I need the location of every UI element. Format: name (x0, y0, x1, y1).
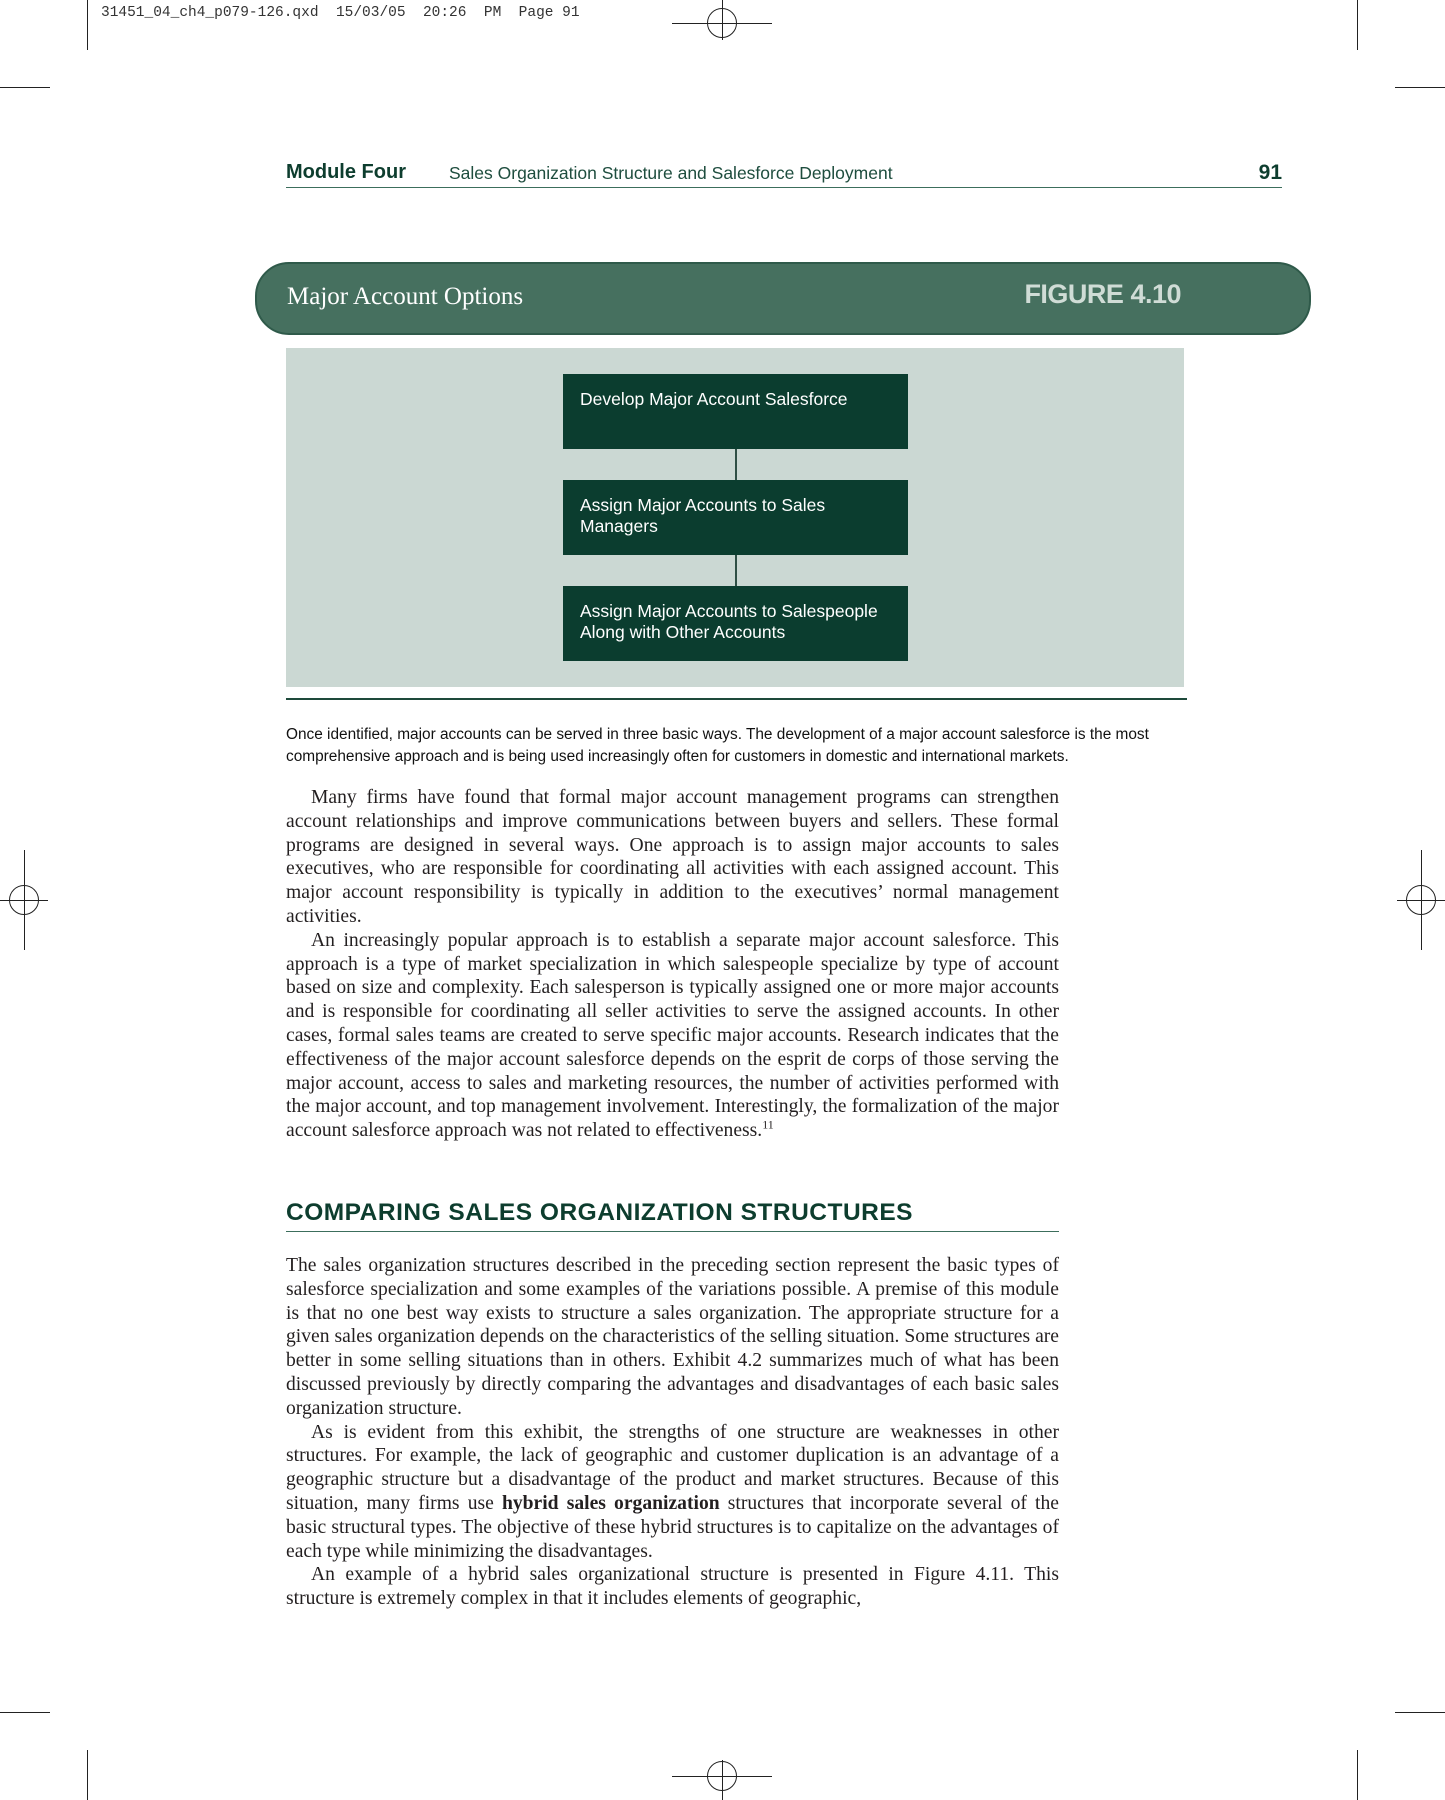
figure-banner (255, 262, 1311, 335)
diagram-box-3: Assign Major Accounts to Salespeople Along with Other Accounts (563, 586, 908, 661)
running-header (286, 160, 1282, 188)
diagram-box-2: Assign Major Accounts to Sales Managers (563, 480, 908, 555)
footnote-ref: 11 (762, 1117, 774, 1132)
figure-diagram (286, 348, 1184, 687)
page-number: 91 (1258, 161, 1282, 184)
paragraph: Many firms have found that formal major account management programs can strengthen account relationships and improve communications between buyers and sellers. These formal programs are designed in several ways. One approach is to assign major accounts to sales executives, who are responsible for coordinating all activities with each assigned account. This major account responsibility is typically in addition to the executives’ normal management activities. (286, 787, 1059, 927)
paragraph (286, 1421, 1059, 1564)
paragraph: The sales organization structures described in the preceding section represent the basic types of salesforce specialization and some examples of the variations possible. A premise of this module is that no one best way exists to structure a sales organization. The appropriate structure for a given sales organization depends on the characteristics of the selling situation. Some structures are better in some selling situations than in others. Exhibit 4.2 summarizes much of what has been discussed previously by directly comparing the advantages and disadvantages of each basic sales organization structure. (286, 1255, 1059, 1419)
paragraph (286, 929, 1059, 1143)
diagram-connector (735, 449, 737, 480)
paragraph-text: structures that incorporate several of the basic structural types. The objective of these hybrid structures is to capitalize on the advantages of each type while minimizing the disadvantages. (286, 1492, 1059, 1562)
section-title: Sales Organization Structure and Salesforce Deployment (449, 163, 893, 183)
figure-label: FIGURE 4.10 (1024, 279, 1181, 309)
paragraph-text: An increasingly popular approach is to establish a separate major account salesforce. This approach is a type of market specialization in which salespeople specialize by type of account based on size and complexity. Each salesperson is typically assigned one or more major accounts and is responsible for coordinating all seller activities to serve the assigned accounts. In other cases, formal sales teams are created to serve specific major accounts. Research indicates that the effectiveness of the major account salesforce depends on the esprit de corps of those serving the major account, access to sales and marketing resources, the number of activities performed with the major account, and top management involvement. Interestingly, the formalization of the major account salesforce approach was not related to effectiveness. (286, 929, 1059, 1142)
figure-rule (286, 698, 1187, 700)
module-label: Module Four (286, 161, 406, 183)
body-text-1 (286, 786, 1059, 1143)
figure-caption: Once identified, major accounts can be served in three basic ways. The development of a major account salesforce is the most comprehensive approach and is being used increasingly often for customers in domestic and international markets. (286, 726, 1149, 765)
body-text-2 (286, 1254, 1059, 1611)
key-term: hybrid sales organization (501, 1492, 720, 1514)
paragraph-text: As is evident from this exhibit, the strengths of one structure are weaknesses in other structures. For example, the lack of geographic and customer duplication is an advantage of a geographic structure but a disadvantage of the product and market structures. Because of this situation, many firms use (286, 1421, 1059, 1514)
diagram-box-1: Develop Major Account Salesforce (563, 374, 908, 449)
print-slug: 31451_04_ch4_p079-126.qxd 15/03/05 20:26 PM Page 91 (101, 5, 580, 21)
figure-title: Major Account Options (287, 283, 524, 310)
diagram-connector (735, 555, 737, 586)
section-heading: COMPARING SALES ORGANIZATION STRUCTURES (286, 1199, 1059, 1232)
paragraph: An example of a hybrid sales organizational structure is presented in Figure 4.11. This structure is extremely complex in that it includes elements of geographic, (286, 1564, 1059, 1610)
